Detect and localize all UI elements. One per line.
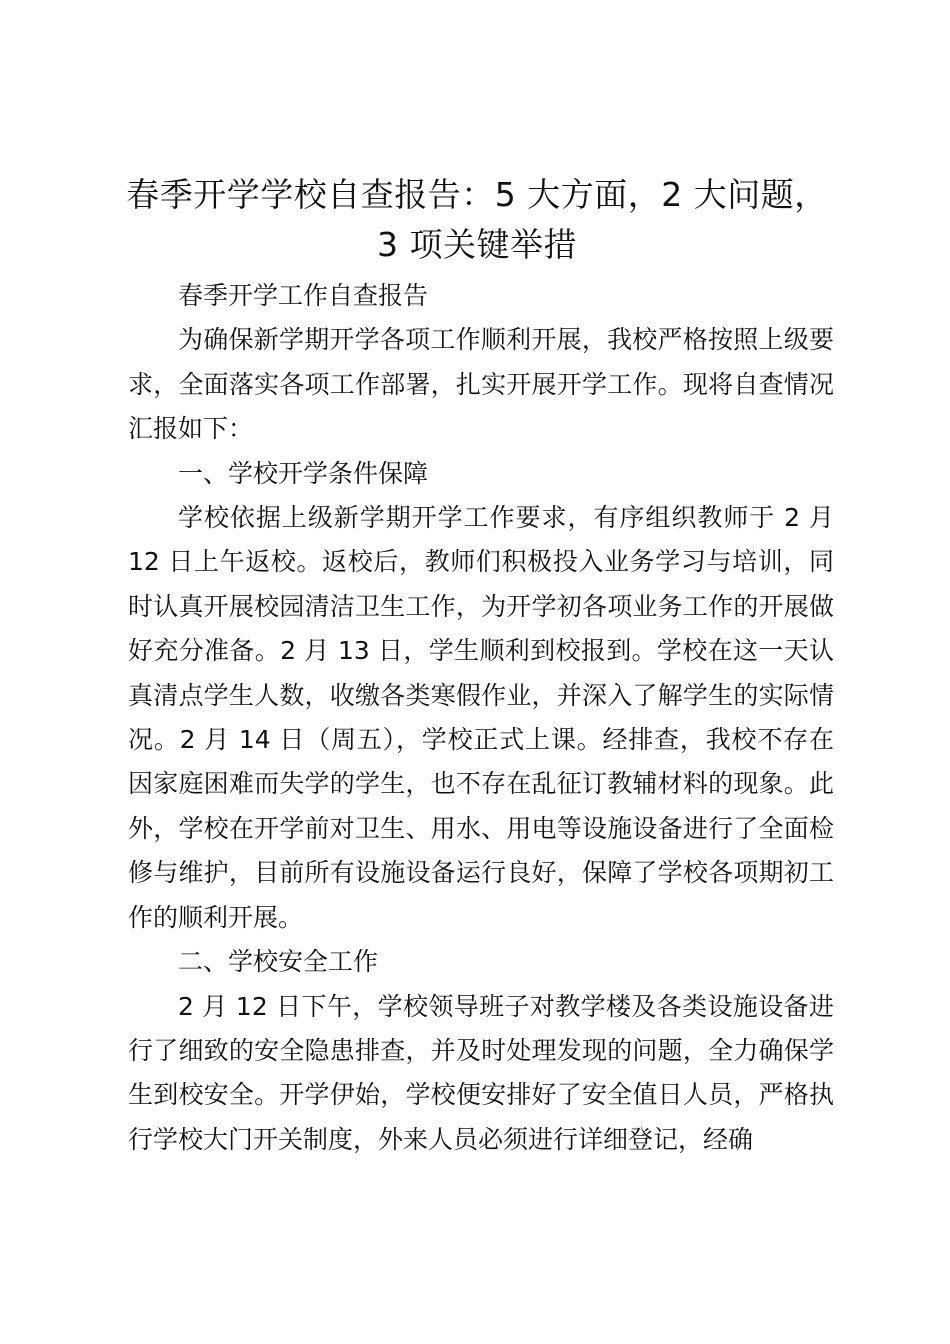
document-title bbox=[118, 170, 836, 270]
section-1-paragraph: 学校依据上级新学期开学工作要求，有序组织教师于 2 月 12 日上午返校。返校后，教师们积极投入业务学习与培训，同时认真开展校园清洁卫生工作，为开学初各项业务工作的开展做好充分准备。2 月 13 日，学生顺利到校报到。学校在这一天认真清点学生人数，收缴各类寒假作业，并深入了解学生的实际情况。2 月 14 日（周五），学校正式上课。经排查，我校不存在因家庭困难而失学的学生，也不存在乱征订教辅材料的现象。此外，学校在开学前对卫生、用水、用电等设施设备进行了全面检修与维护，目前所有设施设备运行良好，保障了学校各项期初工作的顺利开展。 bbox=[128, 503, 834, 932]
section-2-heading: 二、学校安全工作 bbox=[178, 947, 379, 977]
title-line-1: 春季开学学校自查报告：5 大方面，2 大问题， bbox=[126, 175, 828, 214]
intro-paragraph: 为确保新学期开学各项工作顺利开展，我校严格按照上级要求，全面落实各项工作部署，扎实开展开学工作。现将自查情况汇报如下： bbox=[128, 325, 834, 444]
section-1-heading: 一、学校开学条件保障 bbox=[178, 458, 429, 488]
report-subtitle: 春季开学工作自查报告 bbox=[178, 281, 429, 310]
section-2-paragraph: 2 月 12 日下午，学校领导班子对教学楼及各类设施设备进行了细致的安全隐患排查，并及时处理发现的问题，全力确保学生到校安全。开学伊始，学校便安排好了安全值日人员，严格执行学校大门开关制度，外来人员必须进行详细登记，经确 bbox=[128, 991, 834, 1154]
title-line-2: 3 项关键举措 bbox=[377, 225, 577, 264]
document-body bbox=[128, 274, 834, 1162]
